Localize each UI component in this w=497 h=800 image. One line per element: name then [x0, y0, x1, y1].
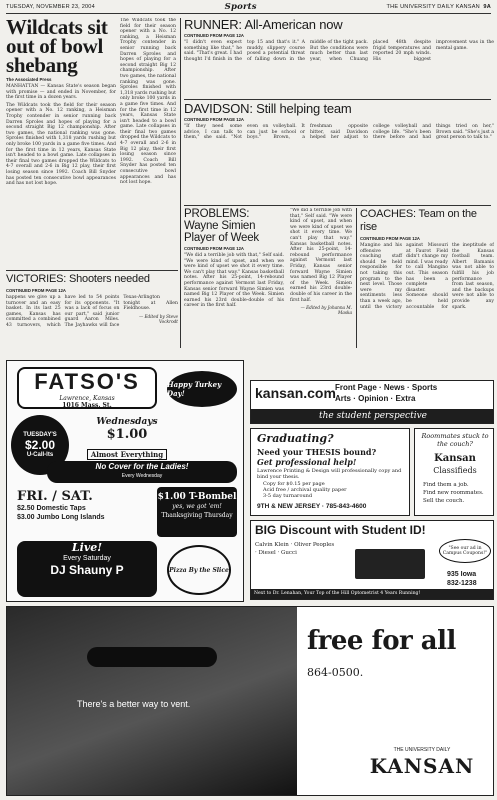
runner-columns	[184, 40, 494, 62]
wednesday-special: Wednesdays $1.00 Almost Everything	[77, 417, 177, 457]
folio-section: Sports	[224, 1, 257, 12]
tuesday-circle: TUESDAY'S $2.00 U-Call-Its	[11, 415, 69, 475]
victories-jump: CONTINUED FROM PAGE 12A	[6, 288, 66, 293]
happy-turkey-burst: Happy Turkey Day!	[167, 371, 237, 407]
davidson-body: "If they need some advice, I can talk to them," she said. "Not even on volleyball. It can just be school or boys." Brown, a freshman opposite hitter, said Davidson helped her adjust to college volleyball and college life. "She's been there before and had things tried on her," Brown said. "She's just a great person to talk to."	[184, 124, 494, 141]
wildcats-body-cont: The Wildcats took the field for their season opener with a No. 12 ranking, a Heisman Trophy contender in senior running back Darren Sproles and hopes of playing for a second straight Big 12 championship. After two games, the national ranking was gone. Sproles finished with 1,318 yards rushing but only broke 100 yards in a game five times. And for the first time in 12 years, Kansas State isn't headed to a bowl game. Late collapses in their final two games dropped the Wildcats to 4-7 overall and 2-6 in Big 12 play, their first losing season since 1992. Coach Bill Snyder has posted ten consecutive bowl appearances and has not lost hope.	[120, 18, 176, 186]
column-rule	[356, 208, 357, 348]
kansan-web-line2: Arts · Opinion · Extra	[335, 394, 416, 403]
victories-credit: — Edited by Steve Vockrodt	[138, 313, 178, 324]
victories-body: happens we give up a turnover and an easy basket. In its last 25 games, Kansas has committed a combined 43 turnovers, which have led to 54 points for its opponents. "It was a lack of focus on our part," said junior guard Aaron Miles. The Jayhawks will face Texas-Arlington tonight at Allen Fieldhouse.	[6, 295, 178, 328]
davidson-columns	[184, 124, 494, 141]
delivery-truck-icon	[355, 549, 425, 579]
problems-body-cont: "We did a terrible job with that," Self said. "We were kind of upset, and when we were kind of upset we shot it every time. We can't play that way." Kansas basketball notes. After his 25-point, 14-rebound performance against Vermont last Friday, Kansas senior forward Wayne Simien was named Big 12 Player of the Week. Simien earned his 23rd double-double of his career in the first half.	[290, 208, 352, 303]
roommates-ad: Roommates stuck to the couch? Kansan Classifieds Find them a job. Find new roommates. Sell the couch.	[414, 428, 494, 516]
fatsos-logo: FATSO'S Lawrence, Kansas 1016 Mass. St.	[17, 367, 157, 409]
runner-headline: RUNNER: All-American now	[184, 18, 343, 32]
kansan-web-ad	[250, 380, 494, 424]
victories-headline: VICTORIES: Shooters needed	[6, 273, 150, 285]
sunglasses-icon	[87, 647, 217, 667]
problems-credit: — Edited by Johanna M. Maska	[300, 305, 352, 316]
wildcats-continue-column	[120, 18, 176, 268]
coaches-tail	[440, 350, 494, 378]
davidson-headline: DAVIDSON: Still helping team	[184, 102, 352, 116]
kansan-web-line1: Front Page · News · Sports	[335, 383, 438, 392]
problems-continue-column	[290, 208, 352, 348]
ladies-banner: No Cover for the Ladies! Every Wednesday	[47, 461, 237, 483]
pizza-slice-badge: Pizza By the Slice	[167, 545, 231, 595]
folio-paper: THE UNIVERSITY DAILY KANSAN 9A	[386, 3, 491, 10]
problems-headline: PROBLEMS: Wayne Simien Player of Week	[184, 208, 259, 244]
tbomb-box: $1.00 T-Bombel yes, we got 'em! Thanksgiving Thursday	[157, 487, 237, 537]
problems-jump: CONTINUED FROM PAGE 12A	[184, 246, 244, 251]
thesis-ad: Graduating? Need your THESIS bound? Get professional help! Lawrence Printing & Design will professionally copy and bind your thesis. Copy for $0.15 per page Acid free / archival quality paper 3-5 day turnaround 9TH & NEW JERSEY · 785-843-4600	[250, 428, 410, 516]
problems-story	[184, 208, 284, 348]
kansan-web-tagline: the student perspective	[251, 409, 494, 423]
runner-story	[184, 18, 494, 98]
runner-body: "I didn't even expect something like that," he said. "That's great. I had thought I'd finish in the top 15 and that's it." A muddy, slippery course posed a potential threat of falling down in the middle of the tight pack. But the conditions were much better than last year, when Chuang placed 48th despite frigid temperatures and reported 20 mph winds. His biggest improvement was in the mental game.	[184, 40, 494, 62]
wildcats-headline: Wildcats sit out of bowl shebang	[6, 18, 108, 77]
driver-photo: There's a better way to vent.	[7, 607, 297, 796]
runner-jump: CONTINUED FROM PAGE 12A	[184, 33, 244, 38]
section-rule	[6, 270, 178, 271]
coaches-body: Mangino and his offensive coaching staff should be held responsible for not taking this program to the next level. Those were my sentiments less than a week ago, until the victory against Missouri at Faurot Field didn't change my mind. I was ready to call Mangino out. This season has been a complete disaster. Someone should be held accountable for the ineptitude of the Kansas football team. Albert Bamanis was not able to fulfill his job performance from last season, and the backups were not able to provide any spark.	[360, 243, 494, 310]
wildcats-lead: MANHATTAN — Kansas State's season began with promise — and ended in November, for the first time in a dozen years.	[6, 84, 116, 101]
fatsos-ad	[6, 360, 244, 602]
victories-story	[6, 273, 178, 355]
wildcats-body: The Wildcats took the field for their season opener with a No. 12 ranking, a Heisman Trophy contender in senior running back Darren Sproles and hopes of playing for a second straight Big 12 championship. After two games, the national ranking was gone. Sproles finished with 1,318 yards rushing but only broke 100 yards in a game five times. And for the first time in 12 years, Kansas State isn't headed to a bowl game. Late collapses in their final two games dropped the Wildcats to 4-7 overall and 2-6 in Big 12 play, their first losing season since 1992. Coach Bill Snyder has posted ten consecutive bowl appearances and has not lost hope.	[6, 102, 116, 187]
free-for-all-headline: free for all	[307, 626, 456, 656]
victories-columns	[6, 295, 178, 329]
roommates-bullets: Find them a job. Find new roommates. Sell the couch.	[423, 482, 484, 504]
section-rule	[184, 205, 491, 206]
kansan-masthead: KANSAN	[369, 754, 475, 778]
wildcats-byline: The Associated Press	[6, 77, 52, 82]
big-discount-ad: BIG Discount with Student ID! Calvin Klein · Oliver Peoples · Diesel · Gucci "See our ad in Campus Coupons!" 935 Iowa 832-1238 Next to Dr. Lenahan, Your Top of the Hill Optometrist 4 Years Running!	[250, 520, 494, 600]
free-for-all-phone: 864-0500.	[307, 666, 364, 679]
free-for-all-ad: There's a better way to vent. free for all 864-0500. THE UNIVERSITY DAILY KANSAN	[6, 606, 494, 796]
davidson-story	[184, 102, 494, 202]
coaches-headline: COACHES: Team on the rise	[360, 208, 477, 233]
fri-sat-special: FRI. / SAT. $2.50 Domestic Taps $3.00 Jumbo Long Islands	[17, 489, 105, 521]
davidson-jump: CONTINUED FROM PAGE 12A	[184, 117, 244, 122]
section-rule	[184, 99, 491, 100]
column-rule	[180, 18, 181, 348]
coaches-columns	[360, 243, 494, 310]
thesis-bullets: Copy for $0.15 per page Acid free / archival quality paper 3-5 day turnaround	[263, 481, 347, 499]
wildcats-story	[6, 18, 116, 268]
coaches-story	[360, 208, 494, 348]
coaches-jump: CONTINUED FROM PAGE 12A	[360, 236, 420, 241]
saturday-dj: Live! Every Saturday DJ Shauny P	[17, 541, 157, 597]
folio-bar	[6, 0, 491, 14]
folio-date: TUESDAY, NOVEMBER 23, 2004	[6, 3, 95, 10]
problems-body: "We did a terrible job with that," Self said. "We were kind of upset, and when we were kind of upset we shot it every time. We can't play that way." Kansas basketball notes. After his 25-point, 14-rebound performance against Vermont last Friday, Kansas senior forward Wayne Simien was named Big 12 Player of the Week. Simien earned his 23rd double-double of his career in the first half.	[184, 253, 284, 309]
kansan-web-site: kansan.com	[255, 385, 336, 401]
